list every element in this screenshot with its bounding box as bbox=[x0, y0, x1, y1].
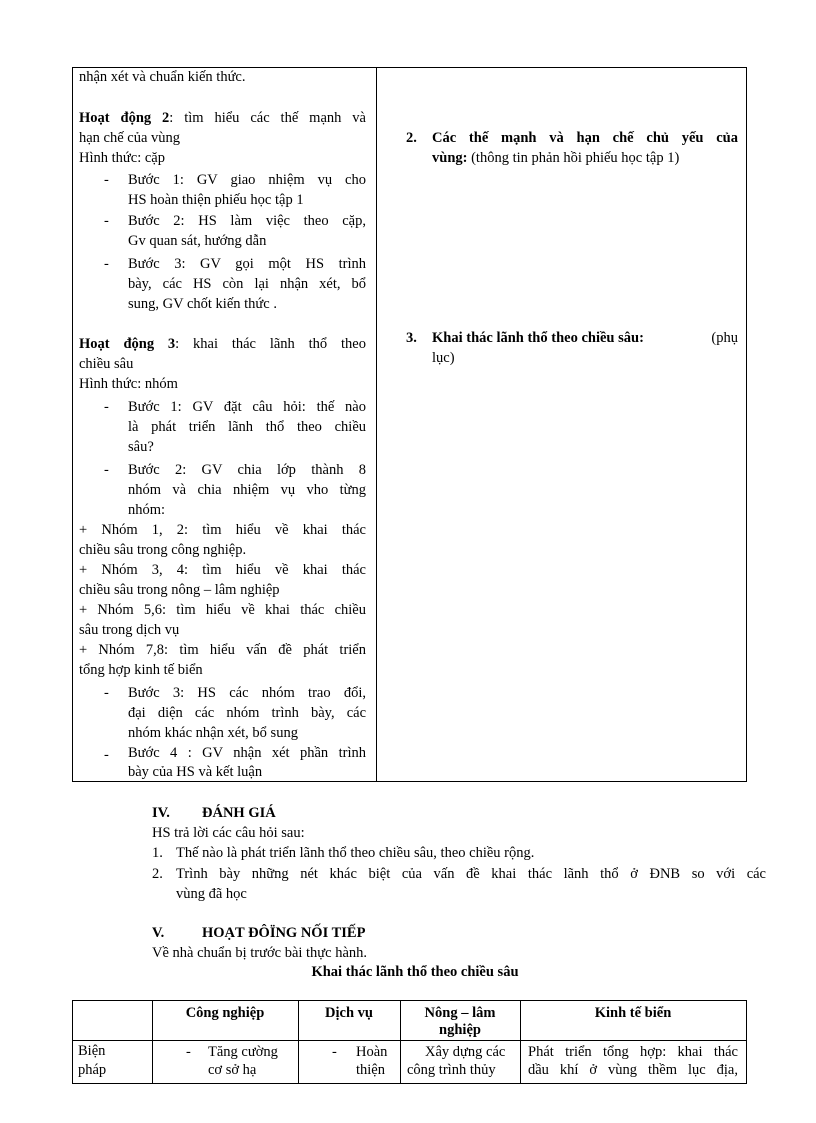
header-nong-lam-line2: nghiệp bbox=[439, 1022, 481, 1038]
bullet-dash: - bbox=[104, 747, 109, 763]
group56-line1: + Nhóm 5,6: tìm hiểu về khai thác chiều bbox=[79, 602, 366, 618]
activity3-step3-line2: đại diện các nhóm trình bày, các bbox=[128, 705, 366, 721]
question-2-line1: Trình bày những nét khác biệt của vấn đề khai thác lãnh thổ ở ĐNB so với các bbox=[176, 866, 766, 882]
activity3-form: Hình thức: nhóm bbox=[79, 376, 178, 392]
nl-line1: Xây dựng các bbox=[425, 1044, 506, 1060]
appendix-border-bottom bbox=[72, 1083, 747, 1084]
table-divider bbox=[376, 67, 377, 782]
appendix-title: Khai thác lãnh thổ theo chiều sâu bbox=[311, 964, 519, 980]
group12-line1: + Nhóm 1, 2: tìm hiểu về khai thác bbox=[79, 522, 366, 538]
activity3-step2-line1: Bước 2: GV chia lớp thành 8 bbox=[128, 462, 366, 478]
activity3-step1-line1: Bước 1: GV đặt câu hỏi: thế nào bbox=[128, 399, 366, 415]
activity3-step2-line2: nhóm và chia nhiệm vụ vho từng bbox=[128, 482, 366, 498]
bullet-dash: - bbox=[332, 1044, 337, 1060]
activity2-desc-2: hạn chế của vùng bbox=[79, 130, 181, 146]
ktb-line1: Phát triển tổng hợp: khai thác bbox=[528, 1044, 738, 1060]
appendix-row-divider bbox=[72, 1040, 747, 1041]
group34-line2: chiều sâu trong nông – lâm nghiệp bbox=[79, 582, 280, 598]
row-label-line2: pháp bbox=[78, 1062, 107, 1078]
activity2-title: Hoạt động 2 bbox=[79, 110, 170, 126]
item3-heading-rest: (phụ bbox=[711, 330, 738, 346]
header-dich-vu: Dịch vụ bbox=[325, 1005, 373, 1021]
section5-text: Về nhà chuẩn bị trước bài thực hành. bbox=[152, 945, 368, 961]
item2-heading-bold: vùng: bbox=[432, 150, 468, 166]
group12-line2: chiều sâu trong công nghiệp. bbox=[79, 542, 247, 558]
bullet-dash: - bbox=[104, 256, 109, 272]
activity3-step1-line2: là phát triển lãnh thổ theo chiều bbox=[128, 419, 366, 435]
group56-line2: sâu trong dịch vụ bbox=[79, 622, 180, 638]
item2-heading-line1: Các thế mạnh và hạn chế chủ yếu của bbox=[432, 130, 738, 146]
group34-line1: + Nhóm 3, 4: tìm hiểu về khai thác bbox=[79, 562, 366, 578]
activity2-step1-line1: Bước 1: GV giao nhiệm vụ cho bbox=[128, 172, 366, 188]
activity3-heading bbox=[79, 334, 366, 354]
activity3-step1-line3: sâu? bbox=[128, 439, 154, 455]
nl-line2: công trình thủy bbox=[407, 1062, 496, 1078]
item2-heading-rest: (thông tin phản hồi phiếu học tập 1) bbox=[467, 150, 680, 166]
cn-line2: cơ sở hạ bbox=[208, 1062, 257, 1078]
table-border-left bbox=[72, 67, 73, 782]
activity3-desc-1: : khai thác lãnh thổ theo bbox=[175, 336, 366, 352]
activity2-step1-line2: HS hoàn thiện phiếu học tập 1 bbox=[128, 192, 304, 208]
bullet-dash: - bbox=[104, 213, 109, 229]
item2-number: 2. bbox=[406, 130, 417, 146]
header-nong-lam-line1: Nông – lâm bbox=[424, 1005, 496, 1021]
activity3-title: Hoạt động 3 bbox=[79, 336, 176, 352]
bullet-dash: - bbox=[186, 1044, 191, 1060]
activity3-desc-2: chiều sâu bbox=[79, 356, 134, 372]
activity2-step3-line1: Bước 3: GV gọi một HS trình bbox=[128, 256, 366, 272]
item3-heading-line2: lục) bbox=[432, 350, 455, 366]
bullet-dash: - bbox=[104, 172, 109, 188]
table-border-right bbox=[746, 67, 747, 782]
activity3-step4-line2: bày của HS và kết luận bbox=[128, 764, 263, 780]
activity3-step3-line3: nhóm khác nhận xét, bổ sung bbox=[128, 725, 298, 741]
dv-line2: thiện bbox=[356, 1062, 385, 1078]
ktb-line2: dầu khí ở vùng thềm lục địa, bbox=[528, 1062, 738, 1078]
item3-heading-bold: Khai thác lãnh thổ theo chiều sâu: bbox=[432, 330, 644, 346]
activity3-step3-line1: Bước 3: HS các nhóm trao đổi, bbox=[128, 685, 366, 701]
appendix-border-top bbox=[72, 1000, 747, 1001]
section4-intro: HS trả lời các câu hỏi sau: bbox=[152, 825, 305, 841]
group78-line2: tổng hợp kinh tế biển bbox=[79, 662, 203, 678]
section4-heading: ĐÁNH GIÁ bbox=[202, 805, 276, 821]
section5-numeral: V. bbox=[152, 925, 165, 941]
row-label-line1: Biện bbox=[78, 1043, 106, 1059]
question-1-text: Thế nào là phát triển lãnh thổ theo chiều sâu, theo chiều rộng. bbox=[176, 845, 535, 861]
question-2-line2: vùng đã học bbox=[176, 886, 247, 902]
section4-numeral: IV. bbox=[152, 805, 170, 821]
activity2-step3-line2: bày, các HS còn lại nhận xét, bổ bbox=[128, 276, 366, 292]
question-2-number: 2. bbox=[152, 866, 163, 882]
activity2-step2-line1: Bước 2: HS làm việc theo cặp, bbox=[128, 213, 366, 229]
bullet-dash: - bbox=[104, 399, 109, 415]
intro-text: nhận xét và chuẩn kiến thức. bbox=[79, 69, 246, 85]
activity2-form: Hình thức: cặp bbox=[79, 150, 165, 166]
appendix-col-line bbox=[746, 1000, 747, 1084]
cn-line1: Tăng cường bbox=[208, 1044, 278, 1060]
activity2-heading bbox=[79, 108, 366, 128]
section5-heading: HOẠT ĐÔÏNG NỐI TIẾP bbox=[202, 925, 366, 941]
activity3-step4-line1: Bước 4 : GV nhận xét phần trình bbox=[128, 745, 366, 761]
item3-heading-line1 bbox=[432, 328, 738, 348]
question-1-number: 1. bbox=[152, 845, 163, 861]
activity2-desc-1: : tìm hiểu các thế mạnh và bbox=[169, 110, 366, 126]
appendix-col-line bbox=[72, 1000, 73, 1084]
group78-line1: + Nhóm 7,8: tìm hiểu vấn đề phát triển bbox=[79, 642, 366, 658]
header-cong-nghiep: Công nghiệp bbox=[185, 1005, 265, 1021]
bullet-dash: - bbox=[104, 685, 109, 701]
activity3-step2-line3: nhóm: bbox=[128, 502, 166, 518]
activity2-step2-line2: Gv quan sát, hướng dẫn bbox=[128, 233, 267, 249]
item3-number: 3. bbox=[406, 330, 417, 346]
header-kinh-te-bien: Kinh tế biển bbox=[594, 1005, 672, 1021]
dv-line1: Hoàn bbox=[356, 1044, 388, 1060]
item2-heading-line2 bbox=[432, 148, 679, 168]
activity2-step3-line3: sung, GV chốt kiến thức . bbox=[128, 296, 277, 312]
bullet-dash: - bbox=[104, 462, 109, 478]
